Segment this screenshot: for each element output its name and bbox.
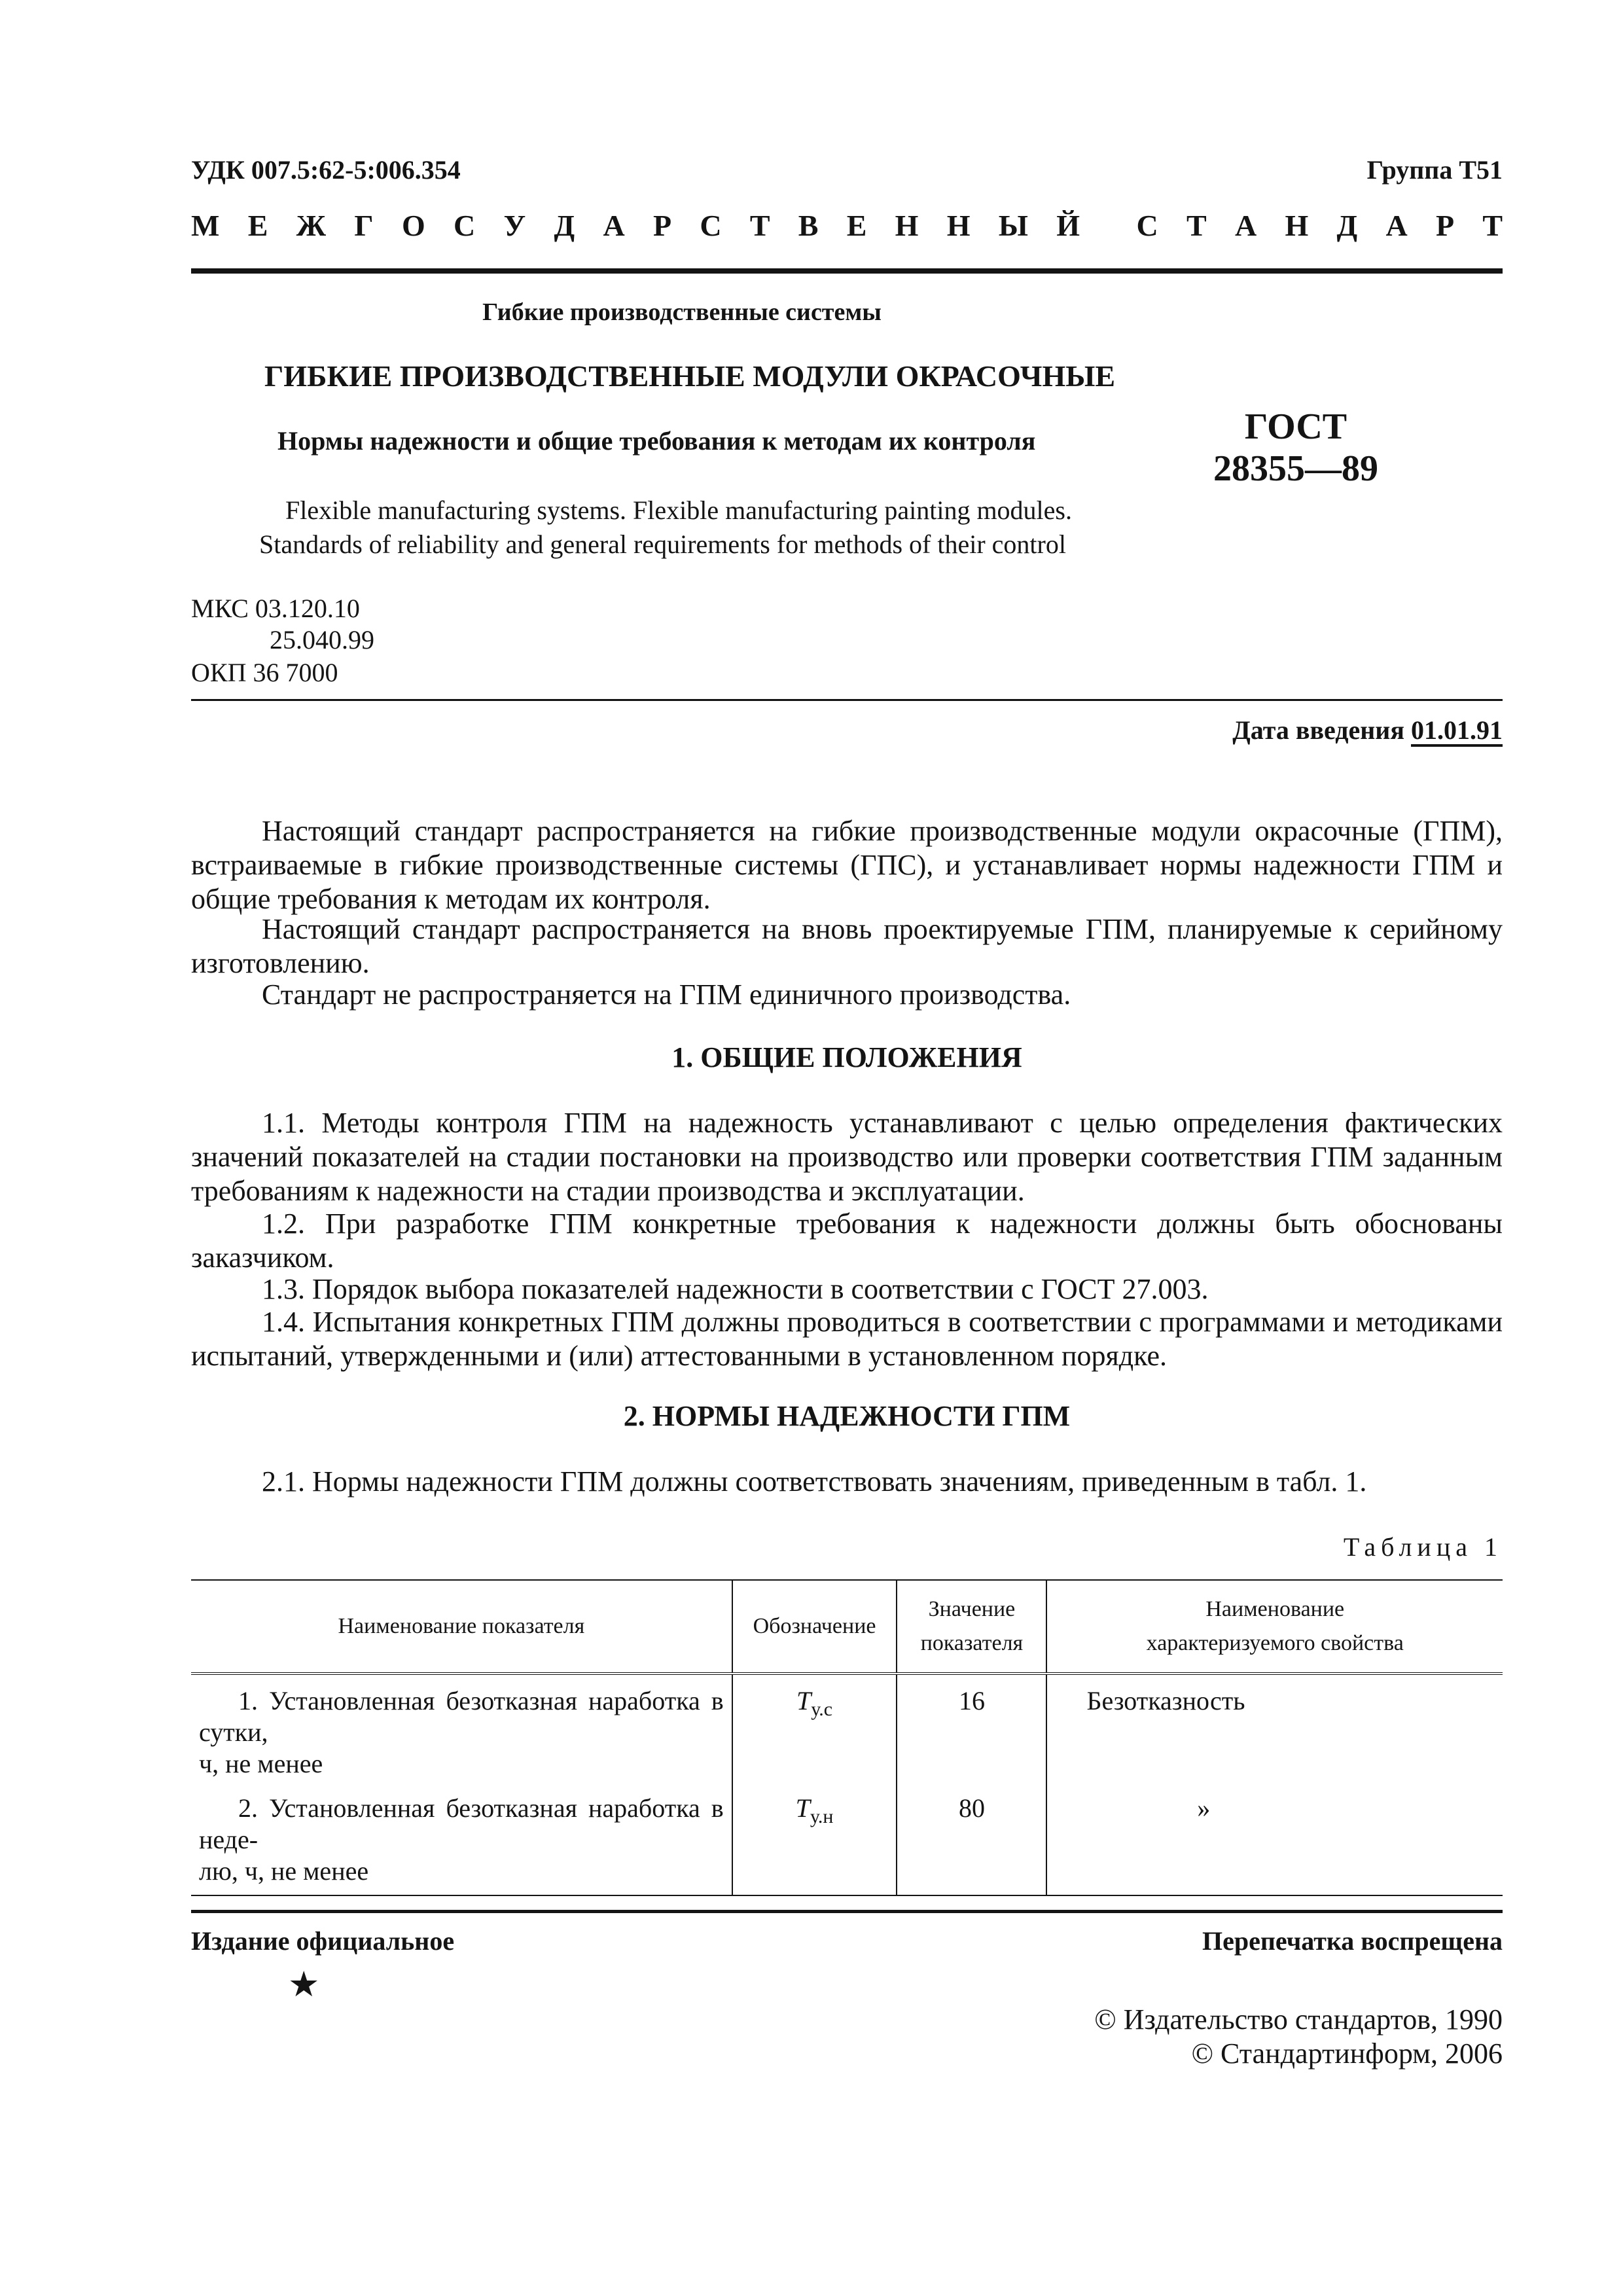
row-1-name [191,1674,732,1785]
banner-letter: Д [1336,209,1358,242]
header-indicator-name: Наименование показателя [191,1580,732,1674]
official-edition: Издание официальное [191,1926,455,1956]
banner-letter: А [1234,209,1257,242]
banner-letter: У [503,209,526,242]
banner-letter: Н [1285,209,1309,242]
english-title-line1: Flexible manufacturing systems. Flexible manufacturing painting modules. [285,495,1072,525]
banner-letter: А [1385,209,1408,242]
effective-date-label: Дата введения [1232,715,1404,745]
row-1-symbol [732,1674,897,1785]
row-2-property: » [1197,1793,1211,1823]
banner-letter: В [798,209,819,242]
interstate-standard-banner [191,208,1503,243]
banner-letter: Р [652,209,672,242]
udk-code: УДК 007.5:62-5:006.354 [191,155,461,185]
effective-date [1232,715,1503,745]
banner-letter: О [401,209,425,242]
banner-letter: Ы [998,209,1028,242]
banner-letter: Е [846,209,867,242]
mks-code-2: 25.040.99 [270,625,374,655]
footer-rule [191,1910,1503,1913]
banner-letter: Й [1056,209,1080,242]
classifier-rule [191,699,1503,701]
table-header-row [191,1580,1503,1674]
row-2-value: 80 [897,1785,1046,1895]
copyright-2: © Стандартинформ, 2006 [1191,2037,1503,2070]
header-symbol: Обозначение [732,1580,897,1674]
reliability-table [191,1579,1503,1896]
header-value-line2: показателя [920,1631,1024,1655]
reprint-prohibited: Перепечатка воспрещена [1202,1926,1503,1956]
row-1-name-line2: ч, не менее [199,1749,323,1778]
row-2-name [191,1785,732,1895]
banner-letter: С [1136,209,1158,242]
banner-letter: С [453,209,476,242]
banner-letter: Д [554,209,575,242]
header-property-line2: характеризуемого свойства [1146,1631,1404,1655]
header-property-line1: Наименование [1205,1597,1345,1621]
banner-letter: С [700,209,722,242]
row-2-symbol [732,1785,897,1895]
row-2-symbol-main: T [795,1793,810,1823]
table-row [191,1785,1503,1895]
intro-paragraph-2: Настоящий стандарт распространяется на вновь проектируемые ГПМ, планируемые к серийному изготовлению. [191,913,1503,979]
banner-letter: Е [247,209,268,242]
banner-letter: Н [895,209,919,242]
star-icon: ★ [288,1964,320,2005]
row-1-value: 16 [897,1674,1046,1785]
banner-letter: Н [946,209,971,242]
table-row [191,1674,1503,1785]
okp-code: ОКП 36 7000 [191,658,338,687]
intro-paragraph-1: Настоящий стандарт распространяется на гибкие производственные модули окрасочные (ГПМ), встраиваемые в гибкие производственные системы (ГПС), и устанавливает нормы надежности ГПМ и общие требования к методам их контроля. [191,815,1503,915]
table-caption: Таблица 1 [1343,1532,1503,1562]
clause-1-3: 1.3. Порядок выбора показателей надежности в соответствии с ГОСТ 27.003. [262,1273,1209,1305]
clause-1-4: 1.4. Испытания конкретных ГПМ должны проводиться в соответствии с программами и методиками испытаний, утвержденными и (или) аттестованными в установленном порядке. [191,1306,1503,1372]
header-rule [191,268,1503,274]
intro-paragraph-3: Стандарт не распространяется на ГПМ единичного производства. [262,978,1071,1011]
section-2-heading: 2. НОРМЫ НАДЕЖНОСТИ ГПМ [623,1400,1071,1432]
clause-1-1: 1.1. Методы контроля ГПМ на надежность устанавливают с целью определения фактических значений показателей на стадии постановки на производство или проверки соответствия ГПМ заданным требованиям к надежности на стадии производства и эксплуатации. [191,1107,1503,1207]
banner-letter: Р [1435,209,1455,242]
banner-letter: М [191,209,220,242]
clause-2-1: 2.1. Нормы надежности ГПМ должны соответствовать значениям, приведенным в табл. 1. [262,1465,1367,1498]
gost-label: ГОСТ [1244,406,1347,447]
banner-letter: Т [1186,209,1207,242]
banner-letter: Т [749,209,770,242]
main-title: ГИБКИЕ ПРОИЗВОДСТВЕННЫЕ МОДУЛИ ОКРАСОЧНЫЕ [264,359,1116,393]
banner-letter: Т [1482,209,1503,242]
banner-letter: Ж [296,209,327,242]
group-code: Группа Т51 [1366,155,1503,185]
subtitle: Нормы надежности и общие требования к методам их контроля [277,426,1036,456]
mks-code-1: МКС 03.120.10 [191,594,360,623]
header-property [1046,1580,1503,1674]
series-title: Гибкие производственные системы [482,298,882,326]
row-1-symbol-sub: у.с [811,1698,833,1720]
header-value-line1: Значение [928,1597,1016,1621]
clause-1-2: 1.2. При разработке ГПМ конкретные требования к надежности должны быть обоснованы заказчиком. [191,1208,1503,1274]
row-2-name-line2: лю, ч, не менее [199,1856,369,1886]
row-1-symbol-main: T [796,1686,812,1715]
row-1-name-line1: 1. Установленная безотказная наработка в сутки, [199,1686,724,1747]
banner-letter: А [603,209,625,242]
section-1-heading: 1. ОБЩИЕ ПОЛОЖЕНИЯ [671,1041,1022,1073]
row-1-property: Безотказность [1086,1686,1245,1715]
copyright-1: © Издательство стандартов, 1990 [1094,2003,1503,2036]
effective-date-value: 01.01.91 [1411,715,1503,745]
header-value [897,1580,1046,1674]
gost-number: 28355—89 [1213,448,1378,489]
row-2-symbol-sub: у.н [810,1806,834,1827]
english-title-line2: Standards of reliability and general requirements for methods of their control [259,529,1066,559]
row-2-name-line1: 2. Установленная безотказная наработка в неде- [199,1793,724,1854]
banner-letter: Г [354,209,374,242]
